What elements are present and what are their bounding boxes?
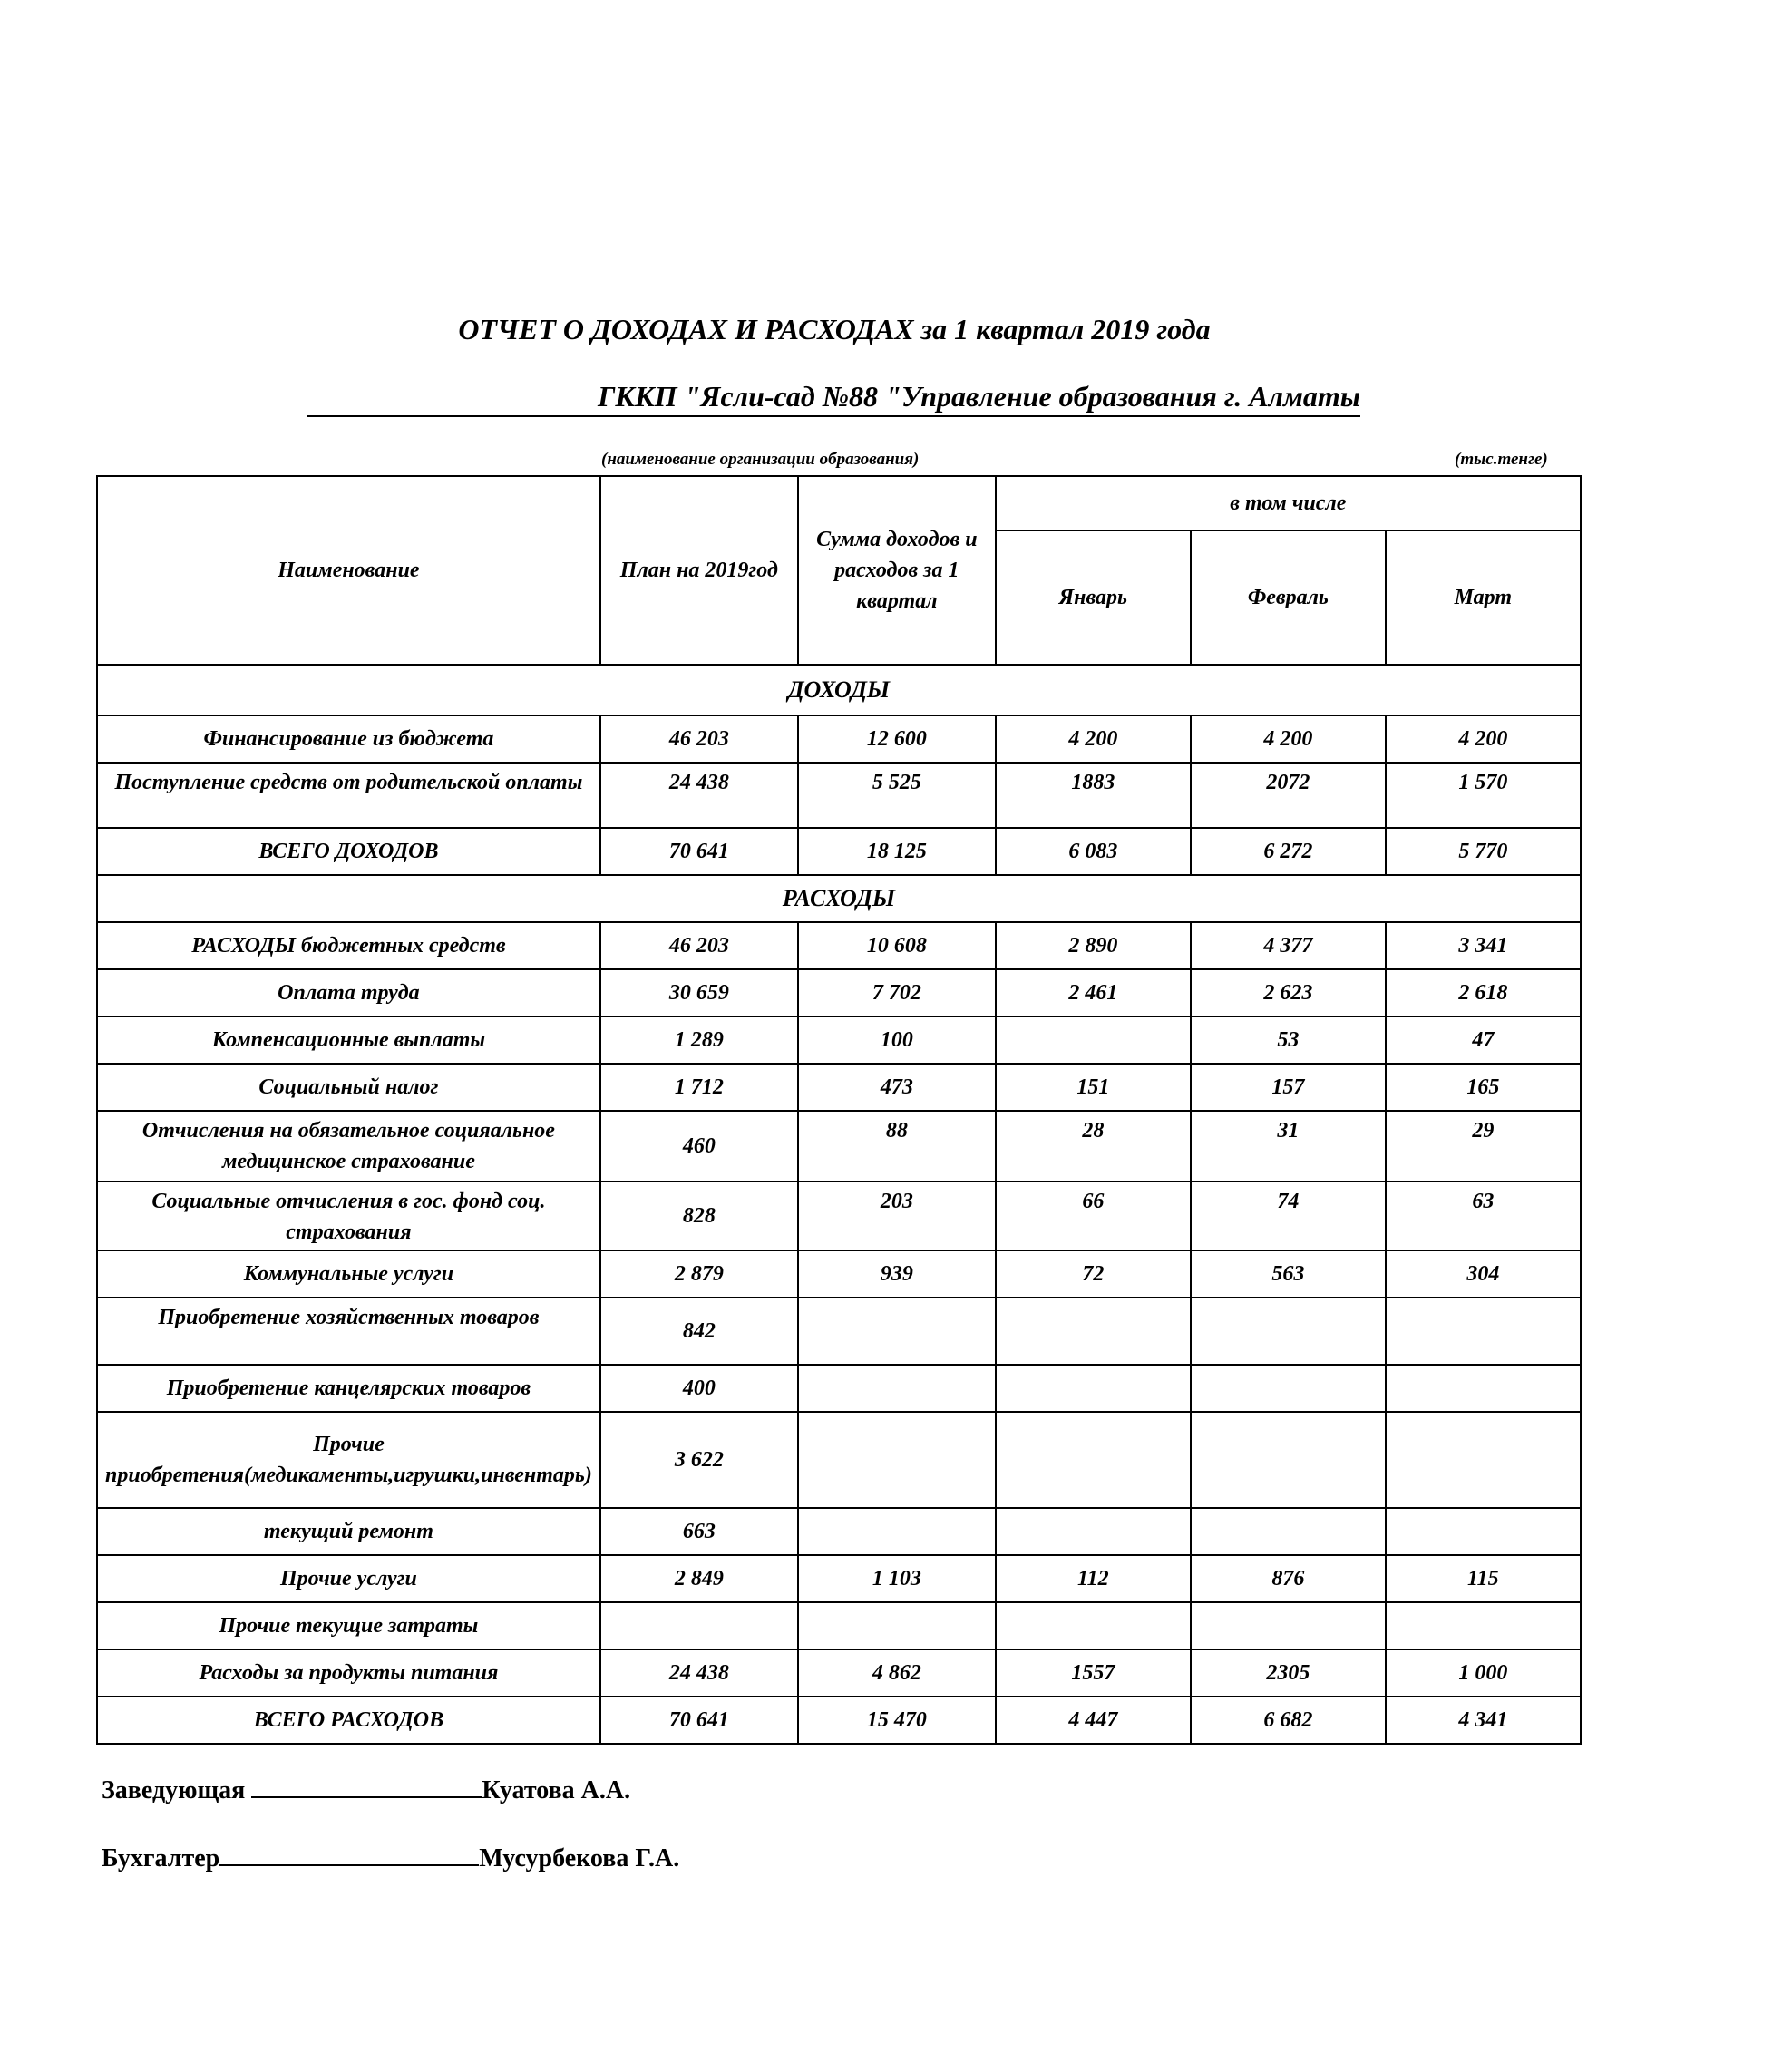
income-jan-cell: 6 083 <box>996 828 1191 875</box>
income-mar-cell: 1 570 <box>1386 763 1581 828</box>
expense-name-cell: текущий ремонт <box>97 1508 600 1555</box>
income-feb-cell: 2072 <box>1191 763 1386 828</box>
expense-name-cell: Прочие приобретения(медикаменты,игрушки,инвентарь) <box>97 1412 600 1508</box>
expense-sum-cell: 88 <box>798 1111 996 1182</box>
expense-sum-cell: 203 <box>798 1182 996 1250</box>
expense-plan-cell: 2 879 <box>600 1250 798 1298</box>
expense-feb-cell: 2305 <box>1191 1649 1386 1697</box>
table-row <box>97 828 1581 875</box>
table-row <box>97 1649 1581 1697</box>
expense-mar-cell: 2 618 <box>1386 969 1581 1016</box>
expense-mar-cell: 165 <box>1386 1064 1581 1111</box>
income-jan-cell: 1883 <box>996 763 1191 828</box>
header-including: в том числе <box>996 476 1581 530</box>
expense-jan-cell: 72 <box>996 1250 1191 1298</box>
head-signature <box>102 1773 630 1805</box>
table-row <box>97 715 1581 763</box>
income-sum-cell: 12 600 <box>798 715 996 763</box>
expense-section-header <box>97 875 1581 922</box>
expense-jan-cell: 4 447 <box>996 1697 1191 1744</box>
expense-sum-cell: 939 <box>798 1250 996 1298</box>
report-title: ОТЧЕТ О ДОХОДАХ И РАСХОДАХ за 1 квартал 2019 года <box>458 313 1211 345</box>
expense-plan-cell: 3 622 <box>600 1412 798 1508</box>
expense-plan-cell: 828 <box>600 1182 798 1250</box>
expense-jan-cell <box>996 1298 1191 1365</box>
expense-feb-cell: 31 <box>1191 1111 1386 1182</box>
expense-jan-cell <box>996 1508 1191 1555</box>
units-label: (тыс.тенге) <box>1455 450 1548 469</box>
expense-jan-cell <box>996 1412 1191 1508</box>
expense-feb-cell: 2 623 <box>1191 969 1386 1016</box>
expense-jan-cell: 151 <box>996 1064 1191 1111</box>
expense-name-cell: Оплата труда <box>97 969 600 1016</box>
expense-plan-cell <box>600 1602 798 1649</box>
income-name-cell: ВСЕГО ДОХОДОВ <box>97 828 600 875</box>
table-row <box>97 1365 1581 1412</box>
expense-mar-cell <box>1386 1602 1581 1649</box>
income-plan-cell: 24 438 <box>600 763 798 828</box>
income-feb-cell: 4 200 <box>1191 715 1386 763</box>
expense-mar-cell: 3 341 <box>1386 922 1581 969</box>
expense-feb-cell <box>1191 1508 1386 1555</box>
income-mar-cell: 4 200 <box>1386 715 1581 763</box>
expense-sum-cell: 100 <box>798 1016 996 1064</box>
header-row-top <box>97 476 1581 530</box>
expense-jan-cell: 2 890 <box>996 922 1191 969</box>
income-mar-cell: 5 770 <box>1386 828 1581 875</box>
income-jan-cell: 4 200 <box>996 715 1191 763</box>
expense-sum-cell <box>798 1508 996 1555</box>
expense-mar-cell <box>1386 1412 1581 1508</box>
expense-sum-cell: 4 862 <box>798 1649 996 1697</box>
expense-mar-cell <box>1386 1508 1581 1555</box>
expense-plan-cell: 1 289 <box>600 1016 798 1064</box>
income-section-header <box>97 665 1581 715</box>
expense-mar-cell: 304 <box>1386 1250 1581 1298</box>
expense-plan-cell: 663 <box>600 1508 798 1555</box>
expense-jan-cell: 28 <box>996 1111 1191 1182</box>
expense-feb-cell: 4 377 <box>1191 922 1386 969</box>
expense-mar-cell: 1 000 <box>1386 1649 1581 1697</box>
expense-sum-cell <box>798 1365 996 1412</box>
expense-feb-cell: 876 <box>1191 1555 1386 1602</box>
expense-feb-cell: 563 <box>1191 1250 1386 1298</box>
income-sum-cell: 5 525 <box>798 763 996 828</box>
expense-mar-cell: 29 <box>1386 1111 1581 1182</box>
income-feb-cell: 6 272 <box>1191 828 1386 875</box>
expense-name-cell: РАСХОДЫ бюджетных средств <box>97 922 600 969</box>
expense-sum-cell: 10 608 <box>798 922 996 969</box>
expense-jan-cell: 66 <box>996 1182 1191 1250</box>
expense-feb-cell: 6 682 <box>1191 1697 1386 1744</box>
expense-plan-cell: 24 438 <box>600 1649 798 1697</box>
expense-sum-cell: 15 470 <box>798 1697 996 1744</box>
accountant-signature-label: Бухгалтер <box>102 1844 220 1872</box>
table-row <box>97 1697 1581 1744</box>
table-row <box>97 1064 1581 1111</box>
expense-sum-cell <box>798 1298 996 1365</box>
expense-mar-cell: 115 <box>1386 1555 1581 1602</box>
head-signature-name: Куатова А.А. <box>482 1776 631 1804</box>
expense-mar-cell: 63 <box>1386 1182 1581 1250</box>
expense-jan-cell <box>996 1365 1191 1412</box>
expense-feb-cell <box>1191 1365 1386 1412</box>
income-plan-cell: 70 641 <box>600 828 798 875</box>
expense-name-cell: Прочие услуги <box>97 1555 600 1602</box>
expense-name-cell: Компенсационные выплаты <box>97 1016 600 1064</box>
expense-plan-cell: 70 641 <box>600 1697 798 1744</box>
accountant-signature-line <box>219 1841 479 1866</box>
head-signature-label: Заведующая <box>102 1776 246 1804</box>
table-row <box>97 1111 1581 1182</box>
expense-name-cell: Социальный налог <box>97 1064 600 1111</box>
table-row <box>97 763 1581 828</box>
expense-jan-cell <box>996 1602 1191 1649</box>
table-row <box>97 1602 1581 1649</box>
table-row <box>97 1182 1581 1250</box>
expense-name-cell: Отчисления на обязательное социяальное медицинское страхование <box>97 1111 600 1182</box>
expense-name-cell: Социальные отчисления в гос. фонд соц. страхования <box>97 1182 600 1250</box>
expense-mar-cell: 47 <box>1386 1016 1581 1064</box>
expense-plan-cell: 1 712 <box>600 1064 798 1111</box>
head-signature-line <box>251 1773 482 1798</box>
expense-jan-cell: 2 461 <box>996 969 1191 1016</box>
header-name: Наименование <box>97 476 600 665</box>
expense-feb-cell <box>1191 1412 1386 1508</box>
expense-plan-cell: 46 203 <box>600 922 798 969</box>
expense-sum-cell: 7 702 <box>798 969 996 1016</box>
expense-feb-cell <box>1191 1602 1386 1649</box>
expense-feb-cell: 74 <box>1191 1182 1386 1250</box>
header-sum: Сумма доходов и расходов за 1 квартал <box>798 476 996 665</box>
expense-jan-cell <box>996 1016 1191 1064</box>
income-section-header-label: ДОХОДЫ <box>97 665 1581 715</box>
table-row <box>97 1298 1581 1365</box>
header-plan: План на 2019год <box>600 476 798 665</box>
expense-feb-cell <box>1191 1298 1386 1365</box>
expense-feb-cell: 53 <box>1191 1016 1386 1064</box>
expense-plan-cell: 460 <box>600 1111 798 1182</box>
expense-name-cell: Коммунальные услуги <box>97 1250 600 1298</box>
expense-sum-cell: 1 103 <box>798 1555 996 1602</box>
expense-mar-cell <box>1386 1298 1581 1365</box>
income-expense-table <box>96 475 1582 1745</box>
income-name-cell: Финансирование из бюджета <box>97 715 600 763</box>
table-row <box>97 969 1581 1016</box>
table-row <box>97 1508 1581 1555</box>
table-row <box>97 1250 1581 1298</box>
expense-plan-cell: 400 <box>600 1365 798 1412</box>
expense-sum-cell <box>798 1412 996 1508</box>
expense-section-header-label: РАСХОДЫ <box>97 875 1581 922</box>
expense-mar-cell: 4 341 <box>1386 1697 1581 1744</box>
header-jan: Январь <box>996 530 1191 665</box>
expense-sum-cell: 473 <box>798 1064 996 1111</box>
header-mar: Март <box>1386 530 1581 665</box>
expense-name-cell: Расходы за продукты питания <box>97 1649 600 1697</box>
expense-feb-cell: 157 <box>1191 1064 1386 1111</box>
organization-name: ГККП "Ясли-сад №88 "Управление образования г. Алматы <box>598 380 1360 413</box>
expense-plan-cell: 842 <box>600 1298 798 1365</box>
expense-name-cell: Приобретение хозяйственных товаров <box>97 1298 600 1365</box>
expense-name-cell: Приобретение канцелярских товаров <box>97 1365 600 1412</box>
table-row <box>97 1555 1581 1602</box>
expense-jan-cell: 1557 <box>996 1649 1191 1697</box>
income-name-cell: Поступление средств от родительской оплаты <box>97 763 600 828</box>
income-sum-cell: 18 125 <box>798 828 996 875</box>
organization-caption: (наименование организации образования) <box>601 450 920 469</box>
expense-mar-cell <box>1386 1365 1581 1412</box>
header-feb: Февраль <box>1191 530 1386 665</box>
table-row <box>97 1412 1581 1508</box>
expense-jan-cell: 112 <box>996 1555 1191 1602</box>
income-plan-cell: 46 203 <box>600 715 798 763</box>
table-row <box>97 922 1581 969</box>
table-row <box>97 1016 1581 1064</box>
expense-plan-cell: 30 659 <box>600 969 798 1016</box>
expense-sum-cell <box>798 1602 996 1649</box>
expense-name-cell: Прочие текущие затраты <box>97 1602 600 1649</box>
accountant-signature-name: Мусурбекова Г.А. <box>479 1844 680 1872</box>
accountant-signature <box>102 1841 679 1873</box>
expense-plan-cell: 2 849 <box>600 1555 798 1602</box>
organization-line <box>307 379 1360 417</box>
expense-name-cell: ВСЕГО РАСХОДОВ <box>97 1697 600 1744</box>
